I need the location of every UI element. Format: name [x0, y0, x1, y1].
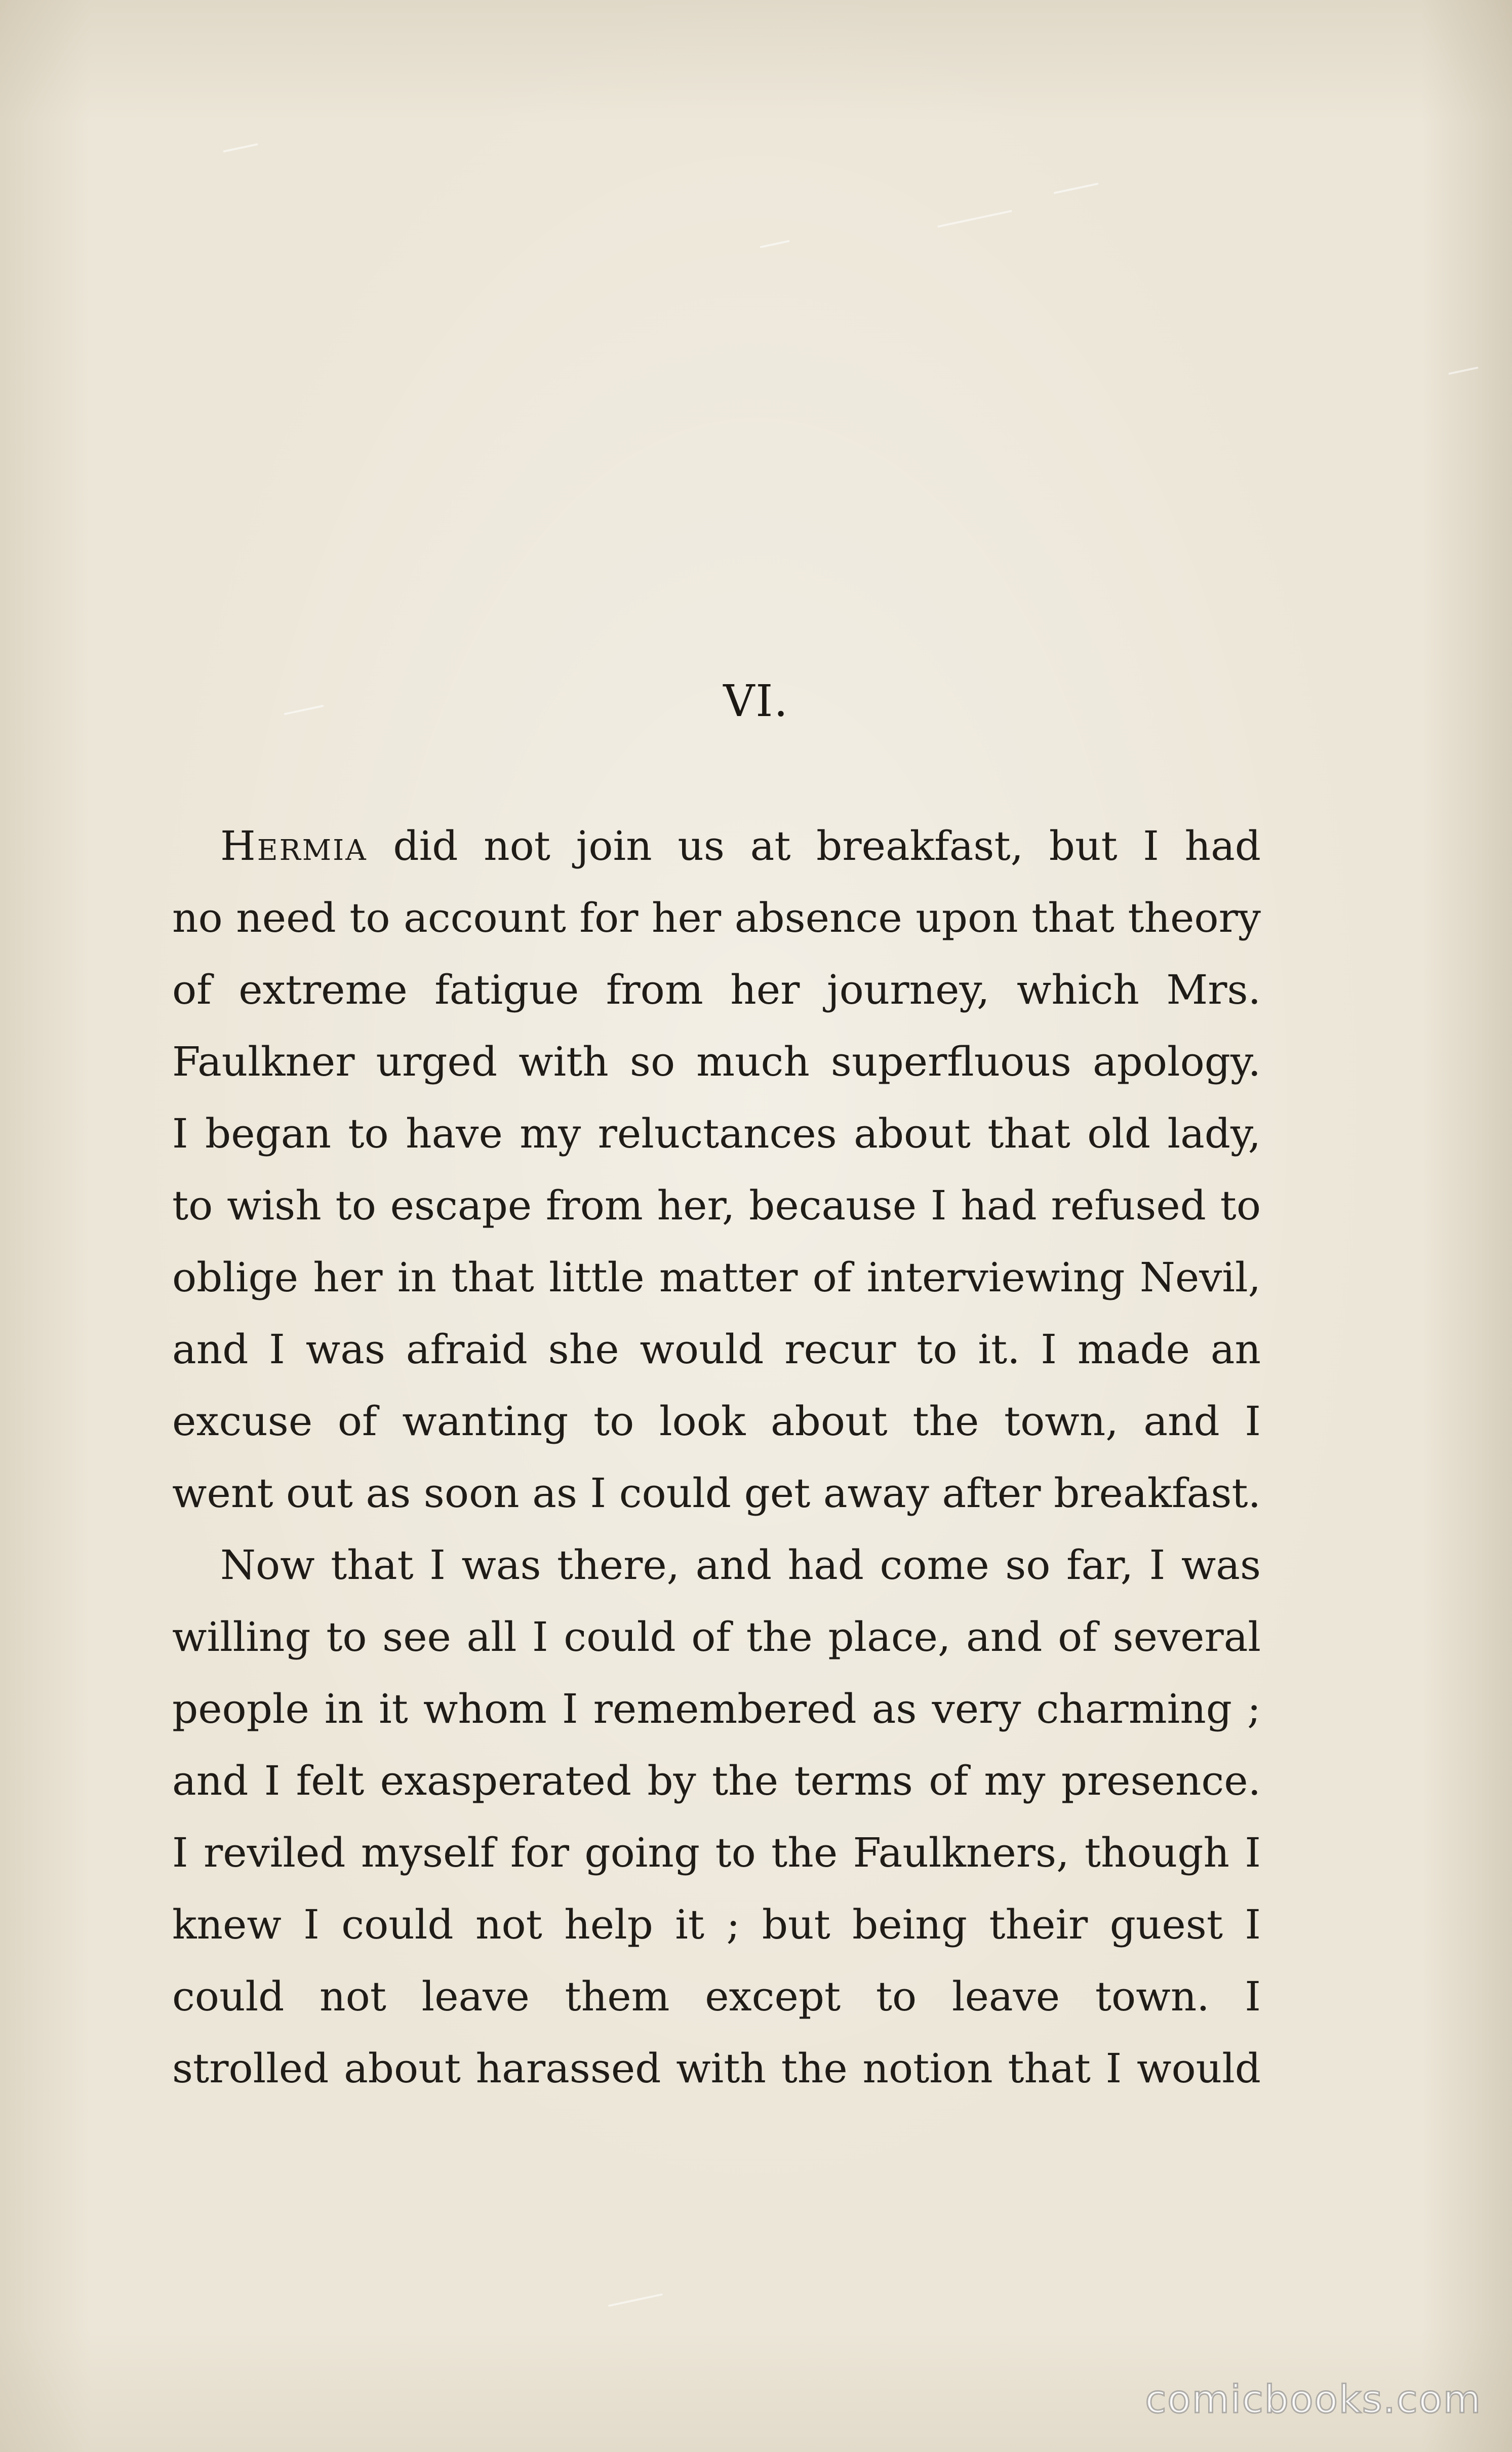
line-text: did not join us at breakfast, but I had	[367, 822, 1261, 869]
text-line: no need to account for her absence upon that theory	[172, 894, 1261, 941]
body-text	[172, 810, 1261, 2105]
text-line: Now that I was there, and had come so far, I was	[220, 1541, 1261, 1589]
text-line: I began to have my reluctances about that old lady,	[172, 1110, 1261, 1157]
text-line: and I was afraid she would recur to it. I made an	[172, 1326, 1261, 1373]
text-line	[172, 810, 1261, 882]
lead-word: Hermia	[220, 822, 368, 869]
watermark: comicbooks.com	[1145, 2377, 1482, 2422]
text-line: Faulkner urged with so much superfluous apology.	[172, 1038, 1261, 1085]
text-line: excuse of wanting to look about the town, and I	[172, 1398, 1261, 1445]
text-line: went out as soon as I could get away after breakfast.	[172, 1470, 1261, 1517]
text-line: strolled about harassed with the notion that I would	[172, 2045, 1261, 2092]
text-line: and I felt exasperated by the terms of my presence.	[172, 1757, 1261, 1804]
text-line: willing to see all I could of the place, and of several	[172, 1613, 1261, 1660]
paper-speck	[223, 143, 258, 152]
text-line: could not leave them except to leave town. I	[172, 1973, 1261, 2020]
text-line: to wish to escape from her, because I had refused to	[172, 1182, 1261, 1229]
text-line: oblige her in that little matter of interviewing Nevil,	[172, 1254, 1261, 1301]
paper-speck	[608, 2293, 663, 2307]
paper-speck	[760, 240, 790, 248]
text-line: knew I could not help it ; but being their guest I	[172, 1901, 1261, 1948]
text-line: I reviled myself for going to the Faulkners, though I	[172, 1829, 1261, 1876]
paragraph	[172, 810, 1261, 1529]
paragraph	[172, 1529, 1261, 2105]
chapter-heading: VI.	[723, 676, 789, 727]
paper-speck	[1448, 367, 1479, 375]
text-line: of extreme fatigue from her journey, which Mrs.	[172, 966, 1261, 1013]
paper-speck	[1054, 183, 1099, 194]
paper-speck	[937, 210, 1012, 227]
text-line: people in it whom I remembered as very charming ;	[172, 1685, 1261, 1732]
